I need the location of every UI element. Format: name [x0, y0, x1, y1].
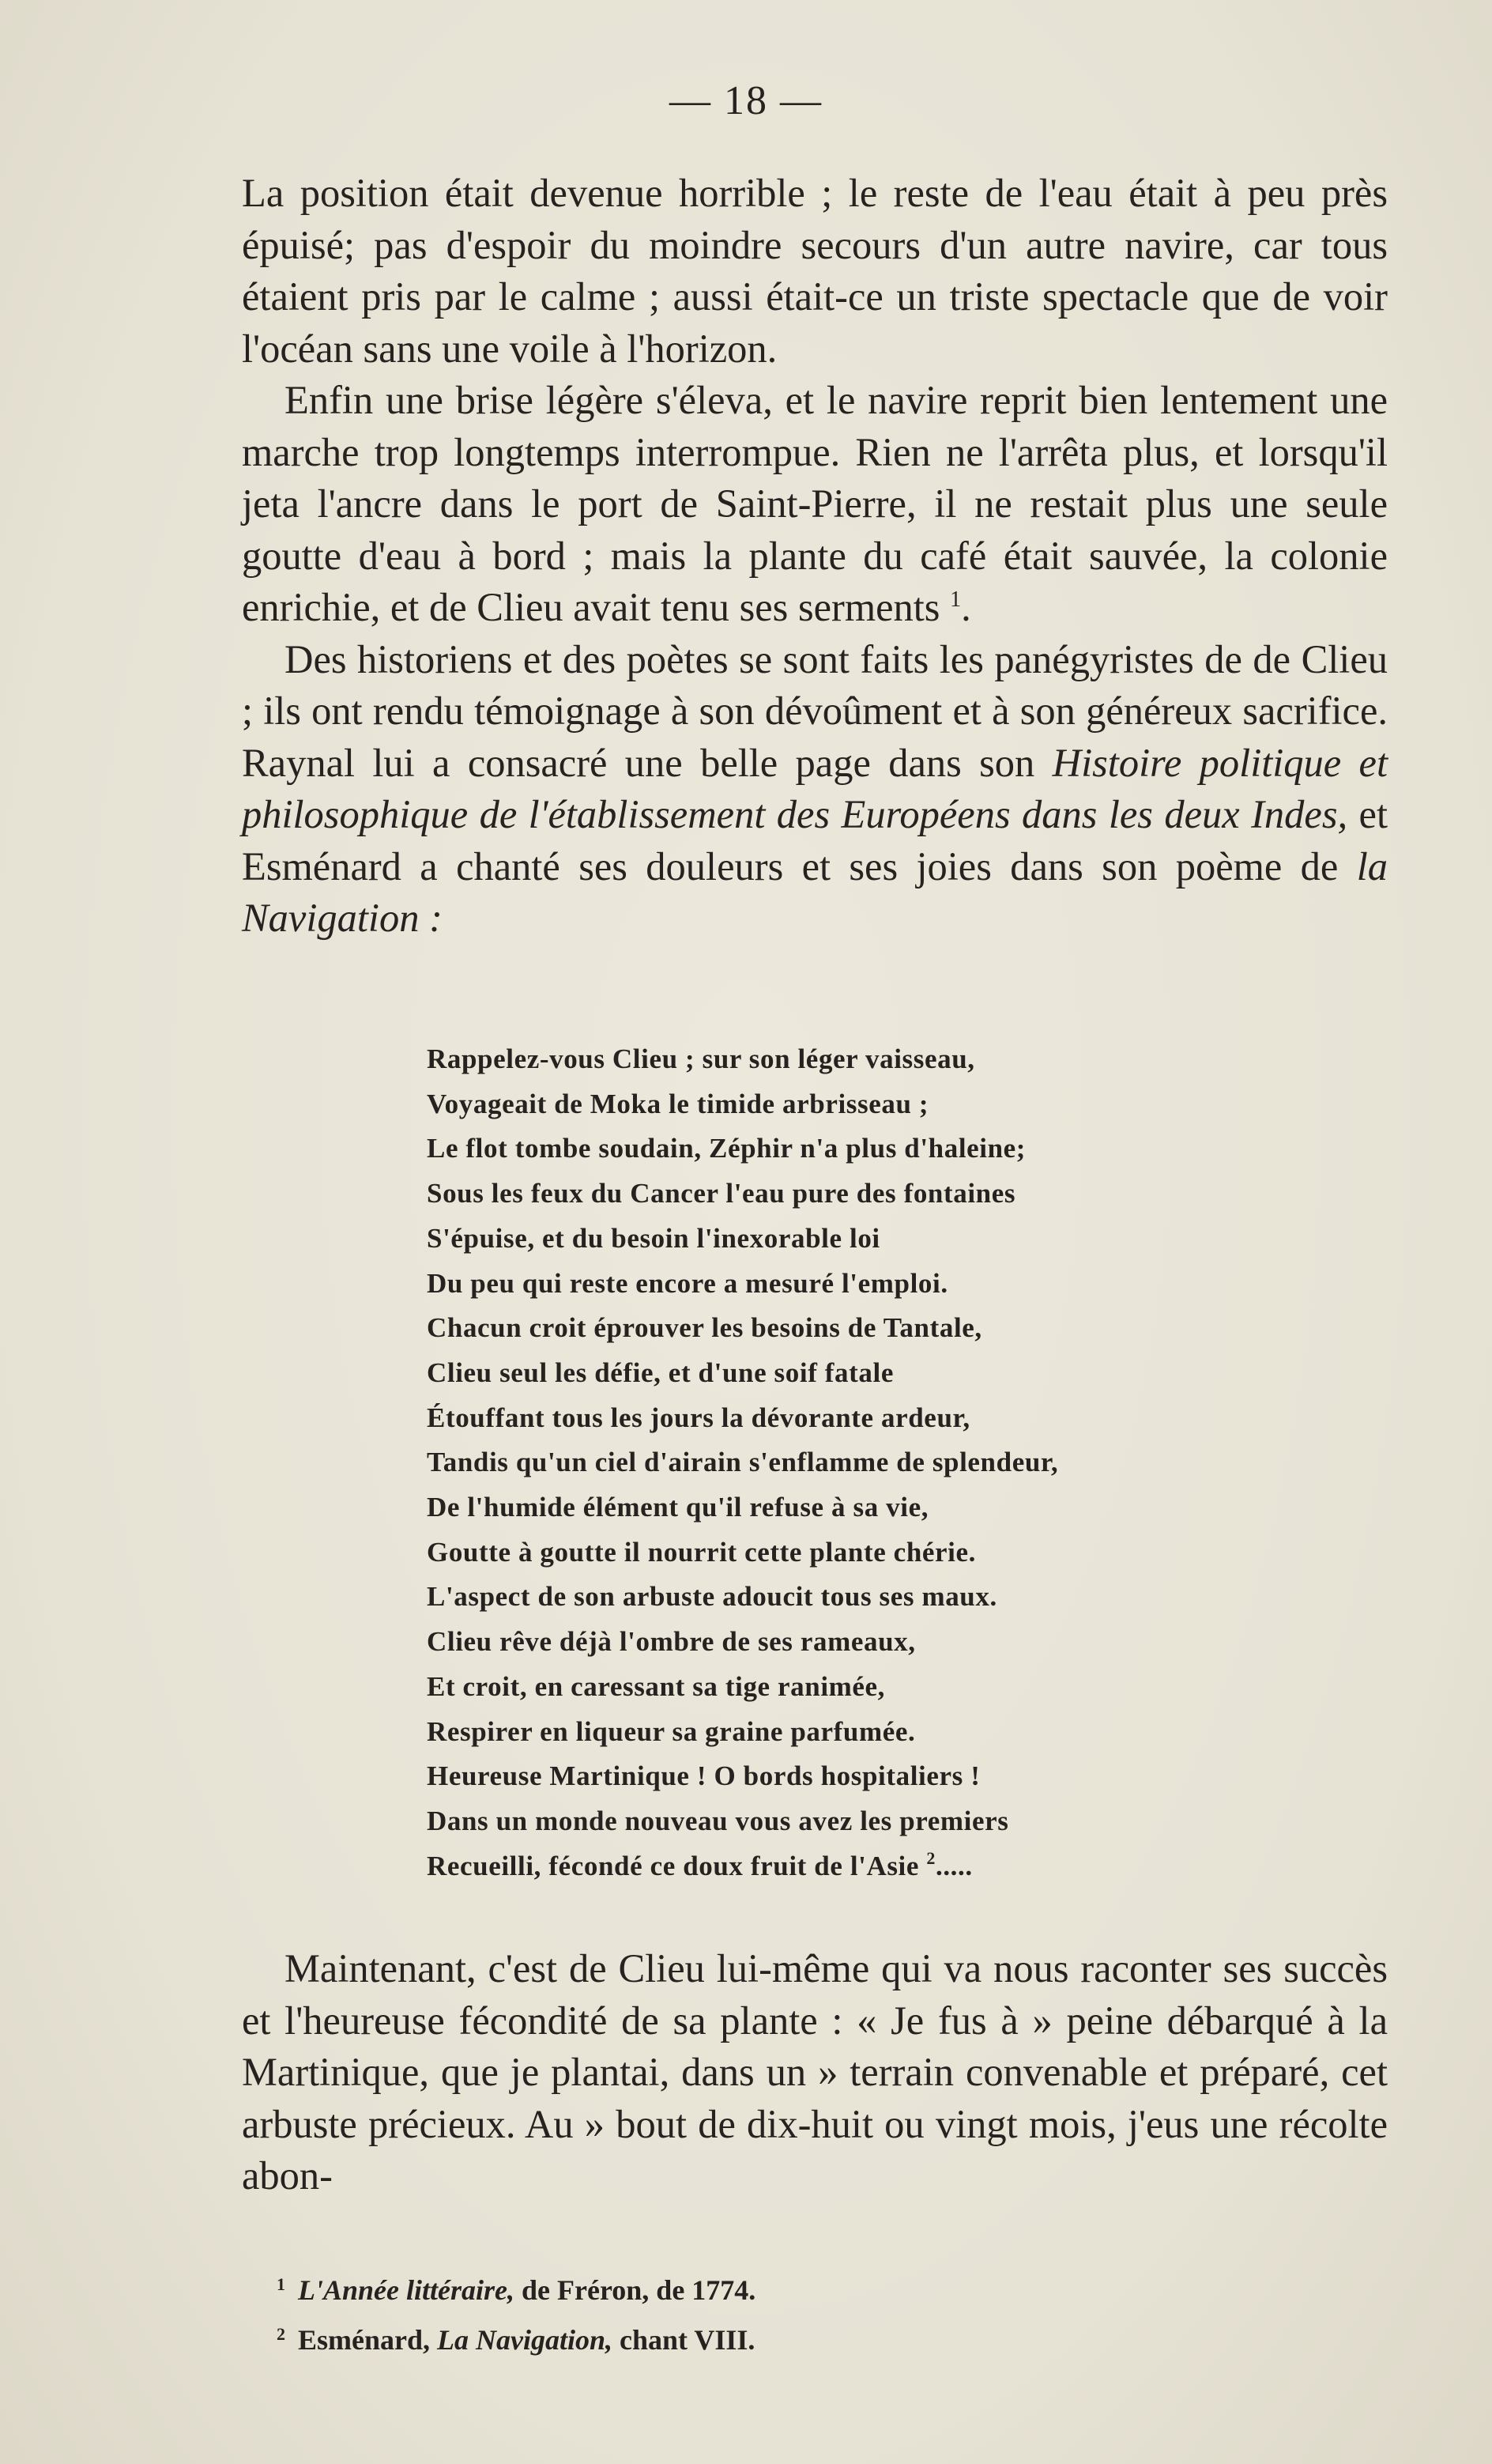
footnote-ref-1: 1 — [950, 587, 962, 612]
book-title-histoire: Histoire politique et philosophique de l'établissement des Européens dans les deux Indes, — [242, 740, 1388, 836]
paragraph-4: Maintenant, c'est de Clieu lui-même qui va nous raconter ses succès et l'heureuse fécondité de sa plante : « Je fus à » peine débarqué à la Martinique, que je plantai, dans un » terrain convenable et préparé, cet arbuste précieux. Au » bout de dix-huit ou vingt mois, j'eus une récolte abon- — [242, 1946, 1388, 2198]
paragraph-3-text-b: et Esménard a chanté ses douleurs et ses joies dans son poème de — [242, 792, 1388, 889]
poem-line: Heureuse Martinique ! O bords hospitaliers ! — [427, 1760, 981, 1792]
footnotes — [277, 2262, 1304, 2362]
footnote-2-mark: 2 — [277, 2324, 285, 2344]
paragraph-3-text-a: Des historiens et des poètes se sont faits les panégyristes de de Clieu ; ils ont rendu témoignage à son dévoûment et à son généreux sacrifice. Raynal lui a consacré une belle page dans son — [242, 636, 1388, 785]
poem-line: Voyageait de Moka le timide arbrisseau ; — [427, 1088, 929, 1119]
poem-last-text: Recueilli, fécondé ce doux fruit de l'Asie — [427, 1850, 927, 1881]
footnote-2-lead: Esménard, — [298, 2324, 438, 2356]
footnote-1-title: L'Année littéraire, — [298, 2274, 514, 2306]
paragraph-3 — [242, 634, 1388, 945]
paragraph-2-text: Enfin une brise légère s'éleva, et le navire reprit bien lentement une marche trop longtemps interrompue. Rien ne l'arrêta plus, et lorsqu'il jeta l'ancre dans le port de Saint-Pierre, il ne restait plus une seule goutte d'eau à bord ; mais la plante du café était sauvée, la colonie enrichie, et de Clieu avait tenu ses serments — [242, 378, 1388, 629]
footnote-2-rest: chant VIII. — [612, 2324, 755, 2356]
poem-line: Chacun croit éprouver les besoins de Tantale, — [427, 1312, 982, 1344]
poem-line: Et croit, en caressant sa tige ranimée, — [427, 1670, 886, 1702]
poem-line: Étouffant tous les jours la dévorante ardeur, — [427, 1402, 970, 1433]
poem-line: De l'humide élément qu'il refuse à sa vie, — [427, 1492, 929, 1523]
poem-last-tail: ..... — [935, 1850, 973, 1881]
paragraph-2 — [242, 375, 1388, 634]
footnote-ref-2: 2 — [926, 1847, 936, 1868]
poem-line: S'épuise, et du besoin l'inexorable loi — [427, 1222, 880, 1254]
footnote-2-title: La Navigation, — [437, 2324, 613, 2356]
poem-line-last — [427, 1844, 1296, 1889]
poem-line: Sous les feux du Cancer l'eau pure des fontaines — [427, 1178, 1016, 1209]
footnote-1-rest: de Fréron, de 1774. — [514, 2274, 756, 2306]
poem-line: Goutte à goutte il nourrit cette plante chérie. — [427, 1536, 976, 1568]
poem-line: L'aspect de son arbuste adoucit tous ses maux. — [427, 1581, 997, 1613]
paragraph-1: La position était devenue horrible ; le reste de l'eau était à peu près épuisé; pas d'espoir du moindre secours d'un autre navire, car tous étaient pris par le calme ; aussi était-ce un triste spectacle que de voir l'océan sans une voile à l'horizon. — [242, 171, 1388, 371]
paragraph-2-end: . — [961, 585, 971, 629]
poem-block — [427, 1037, 1296, 1889]
footnote-1-mark: 1 — [277, 2274, 285, 2294]
footnote-1 — [277, 2262, 1304, 2312]
page-number: — 18 — — [669, 78, 823, 123]
top-text-block — [242, 168, 1388, 945]
poem-title-navigation: la Navigation : — [242, 843, 1388, 940]
bottom-text-block — [242, 1943, 1388, 2202]
poem-line: Le flot tombe soudain, Zéphir n'a plus d'haleine; — [427, 1133, 1027, 1164]
poem-line: Respirer en liqueur sa graine parfumée. — [427, 1715, 916, 1747]
footnote-2 — [277, 2312, 1304, 2362]
poem-line: Tandis qu'un ciel d'airain s'enflamme de splendeur, — [427, 1447, 1059, 1478]
poem-line: Du peu qui reste encore a mesuré l'emploi. — [427, 1267, 948, 1299]
poem-line: Rappelez-vous Clieu ; sur son léger vaisseau, — [427, 1043, 975, 1074]
poem-line: Clieu rêve déjà l'ombre de ses rameaux, — [427, 1626, 916, 1658]
poem-line: Dans un monde nouveau vous avez les premiers — [427, 1805, 1009, 1836]
poem-line: Clieu seul les défie, et d'une soif fatale — [427, 1357, 894, 1388]
